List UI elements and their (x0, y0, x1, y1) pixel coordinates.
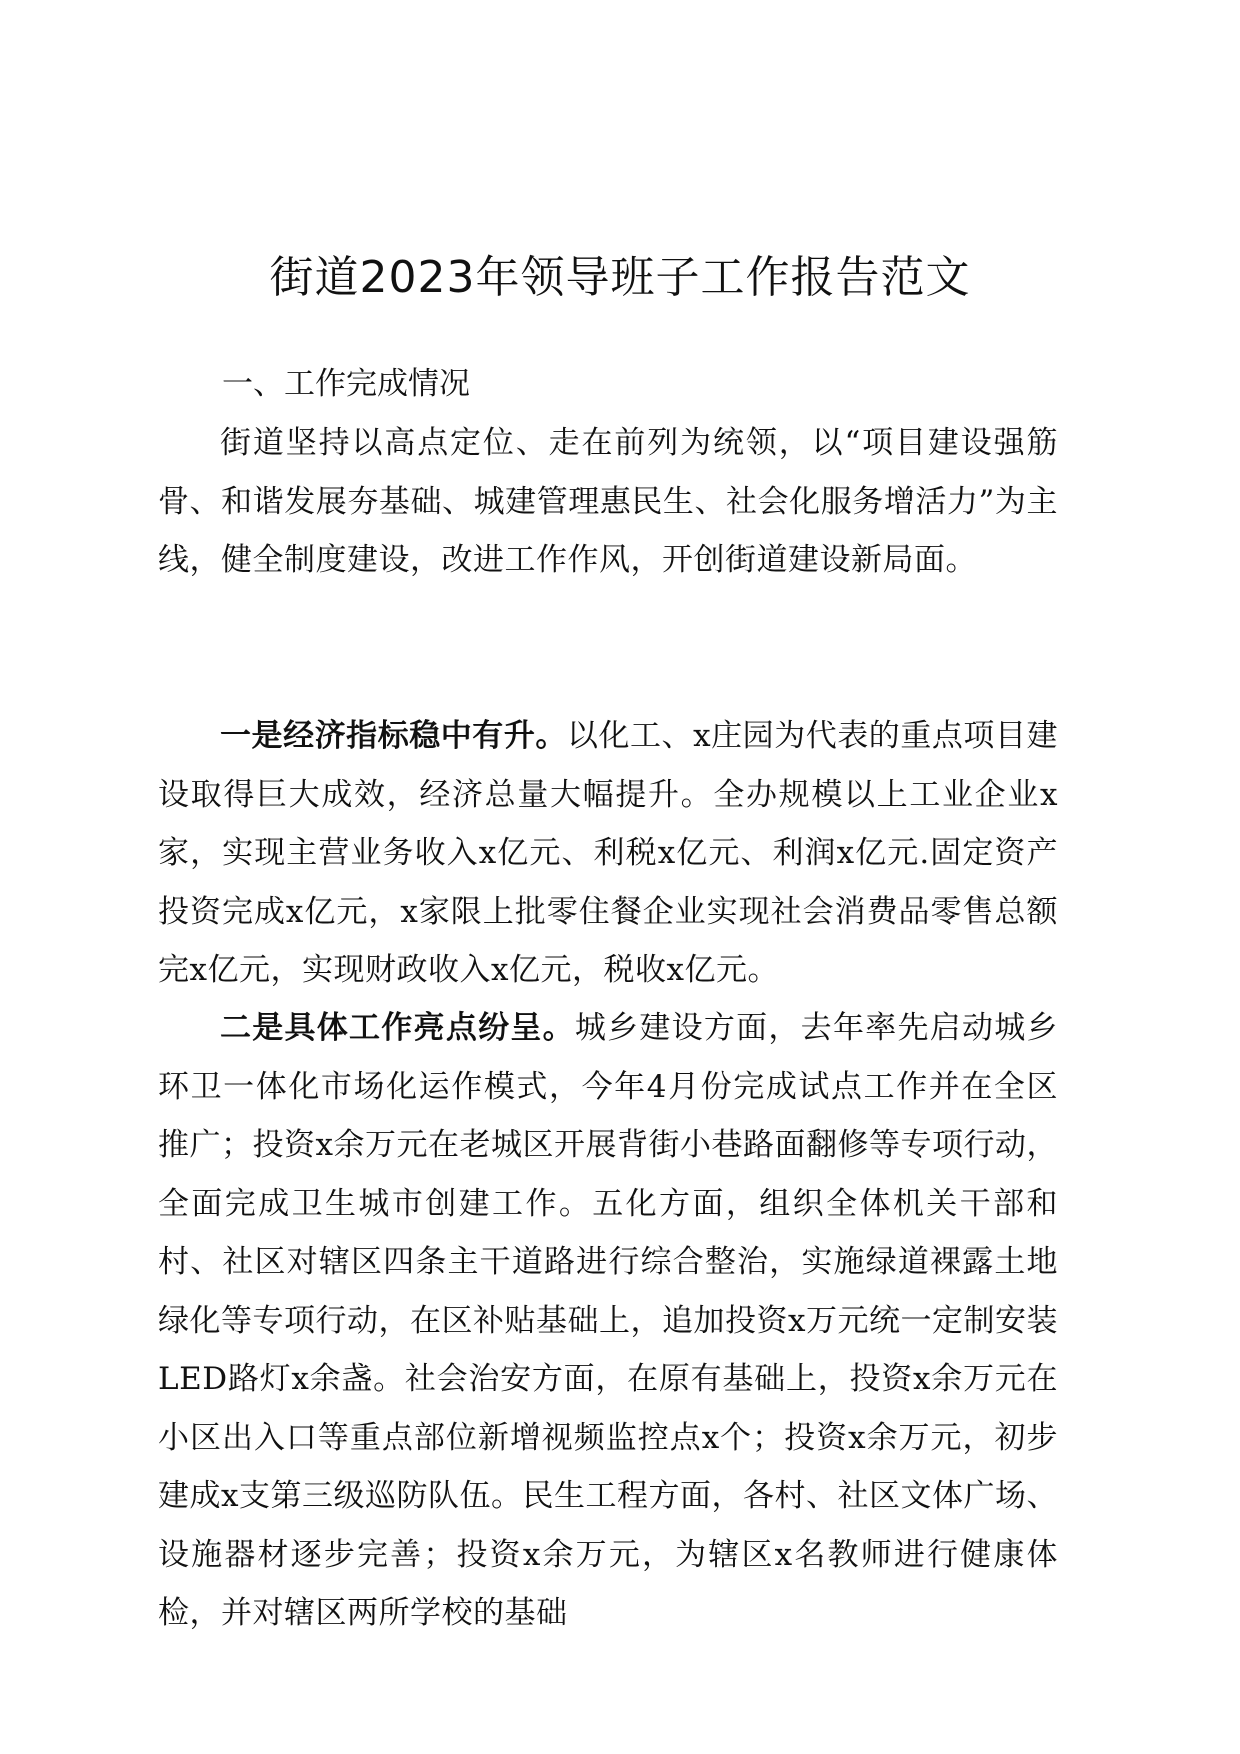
paragraph-highlights-lead: 二是具体工作亮点纷呈。 (220, 1010, 575, 1046)
paragraph-economy-lead: 一是经济指标稳中有升。 (220, 718, 567, 754)
paragraph-intro-text: 街道坚持以高点定位、走在前列为统领，以“项目建设强筋骨、和谐发展夯基础、城建管理惠民生、社会化服务增活力”为主线，健全制度建设，改进工作作风，开创街道建设新局面。 (158, 425, 1058, 578)
document-title: 街道2023年领导班子工作报告范文 (269, 252, 971, 303)
paragraph-economy (158, 707, 1058, 1000)
section-heading: 一、工作完成情况 (222, 366, 470, 402)
paragraph-highlights (158, 999, 1058, 1643)
paragraph-highlights-text: 城乡建设方面，去年率先启动城乡环卫一体化市场化运作模式，今年4月份完成试点工作并在全区推广；投资x余万元在老城区开展背街小巷路面翻修等专项行动，全面完成卫生城市创建工作。五化方面，组织全体机关干部和村、社区对辖区四条主干道路进行综合整治，实施绿道裸露土地绿化等专项行动，在区补贴基础上，追加投资x万元统一定制安装LED路灯x余盏。社会治安方面，在原有基础上，投资x余万元在小区出入口等重点部位新增视频监控点x个；投资x余万元，初步建成x支第三级巡防队伍。民生工程方面，各村、社区文体广场、设施器材逐步完善；投资x余万元，为辖区x名教师进行健康体检，并对辖区两所学校的基础 (158, 1010, 1058, 1631)
paragraph-intro (158, 414, 1058, 590)
paragraph-economy-text: 以化工、x庄园为代表的重点项目建设取得巨大成效，经济总量大幅提升。全办规模以上工业企业x家，实现主营业务收入x亿元、利税x亿元、利润x亿元.固定资产投资完成x亿元，x家限上批零住餐企业实现社会消费品零售总额完x亿元，实现财政收入x亿元，税收x亿元。 (158, 718, 1059, 988)
